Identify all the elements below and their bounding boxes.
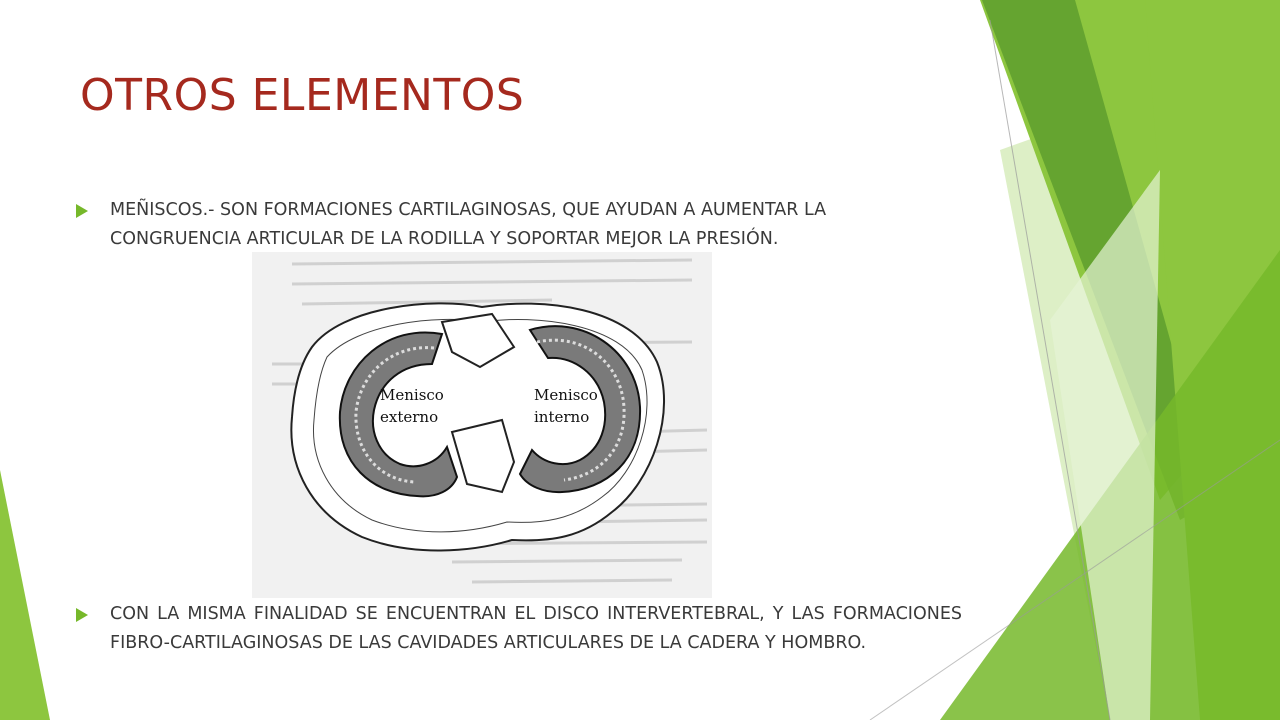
bullet-meniscos <box>76 196 962 254</box>
bullet-arrow-icon <box>76 204 88 218</box>
label-menisco-interno-2: interno <box>534 408 590 426</box>
meniscus-illustration <box>252 252 712 598</box>
label-menisco-externo-2: externo <box>380 408 439 426</box>
label-menisco-externo-1: Menisco <box>380 386 444 404</box>
slide-title: OTROS ELEMENTOS <box>80 70 525 121</box>
meniscus-drawing <box>252 252 712 598</box>
left-corner-facet <box>0 470 50 720</box>
bullet-disco-intervertebral <box>76 600 962 658</box>
bullet-text: MEÑISCOS.- SON FORMACIONES CARTILAGINOSAS, QUE AYUDAN A AUMENTAR LA CONGRUENCIA ARTICULAR DE LA RODILLA Y SOPORTAR MEJOR LA PRESIÓN. <box>110 200 827 249</box>
bullet-text: CON LA MISMA FINALIDAD SE ENCUENTRAN EL DISCO INTERVERTEBRAL, Y LAS FORMACIONES FIBRO-CARTILAGINOSAS DE LAS CAVIDADES ARTICULARES DE LA CADERA Y HOMBRO. <box>110 604 962 653</box>
bullet-arrow-icon <box>76 608 88 622</box>
label-menisco-interno-1: Menisco <box>534 386 598 404</box>
